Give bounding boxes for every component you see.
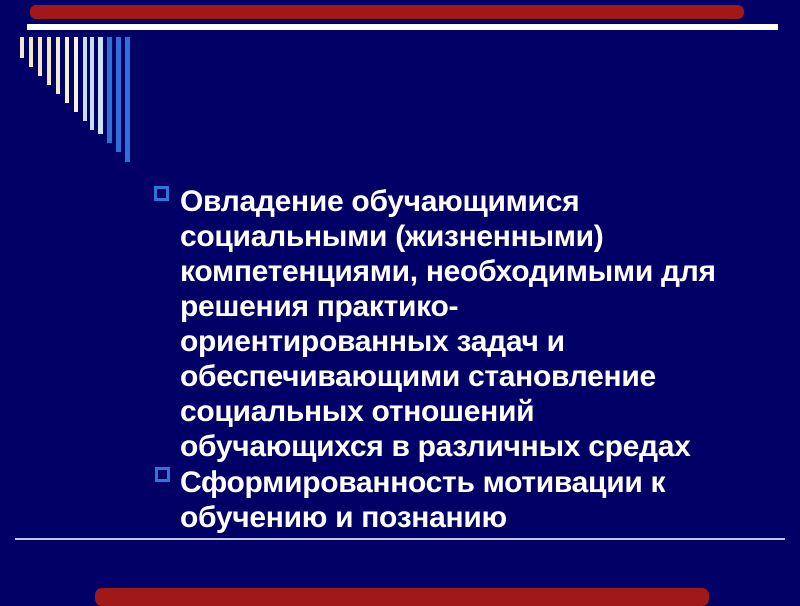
bullet-text-line: обучающихся в различных средах (180, 430, 691, 463)
bullet-text-2 (180, 465, 665, 535)
bottom-rule-line (15, 538, 785, 540)
bullet-text-line: компетенциями, необходимыми для (180, 255, 716, 288)
stripe (29, 37, 33, 67)
stripe (65, 37, 69, 103)
bullet-text-line: Сформированность мотивации к (180, 466, 666, 499)
stripe (74, 37, 78, 112)
stripe (90, 37, 94, 130)
bullet-text-line: Овладение обучающимися (180, 185, 580, 218)
stripe (125, 37, 130, 162)
bullet-text-line: обучению и познанию (180, 501, 507, 534)
bullet-text-line: обеспечивающими становление (180, 360, 656, 393)
bullet-text-line: решения практико- (180, 290, 459, 323)
stripe (47, 37, 51, 85)
bullet-text-line: социальными (жизненными) (180, 220, 604, 253)
stripe (116, 37, 121, 152)
stripe (107, 37, 112, 143)
bottom-accent-bar (95, 588, 709, 606)
bullet-text-line: социальных отношений (180, 395, 535, 428)
stripe (56, 37, 60, 94)
stripe (98, 37, 103, 134)
stripe (38, 37, 42, 76)
corner-stripes-decoration (0, 0, 160, 180)
bullet-square-icon (155, 467, 170, 482)
stripe (20, 37, 24, 58)
bullet-text-1 (180, 184, 716, 464)
bullet-square-icon (154, 186, 169, 201)
bullet-text-line: ориентированных задач и (180, 325, 565, 358)
stripe (83, 37, 87, 121)
